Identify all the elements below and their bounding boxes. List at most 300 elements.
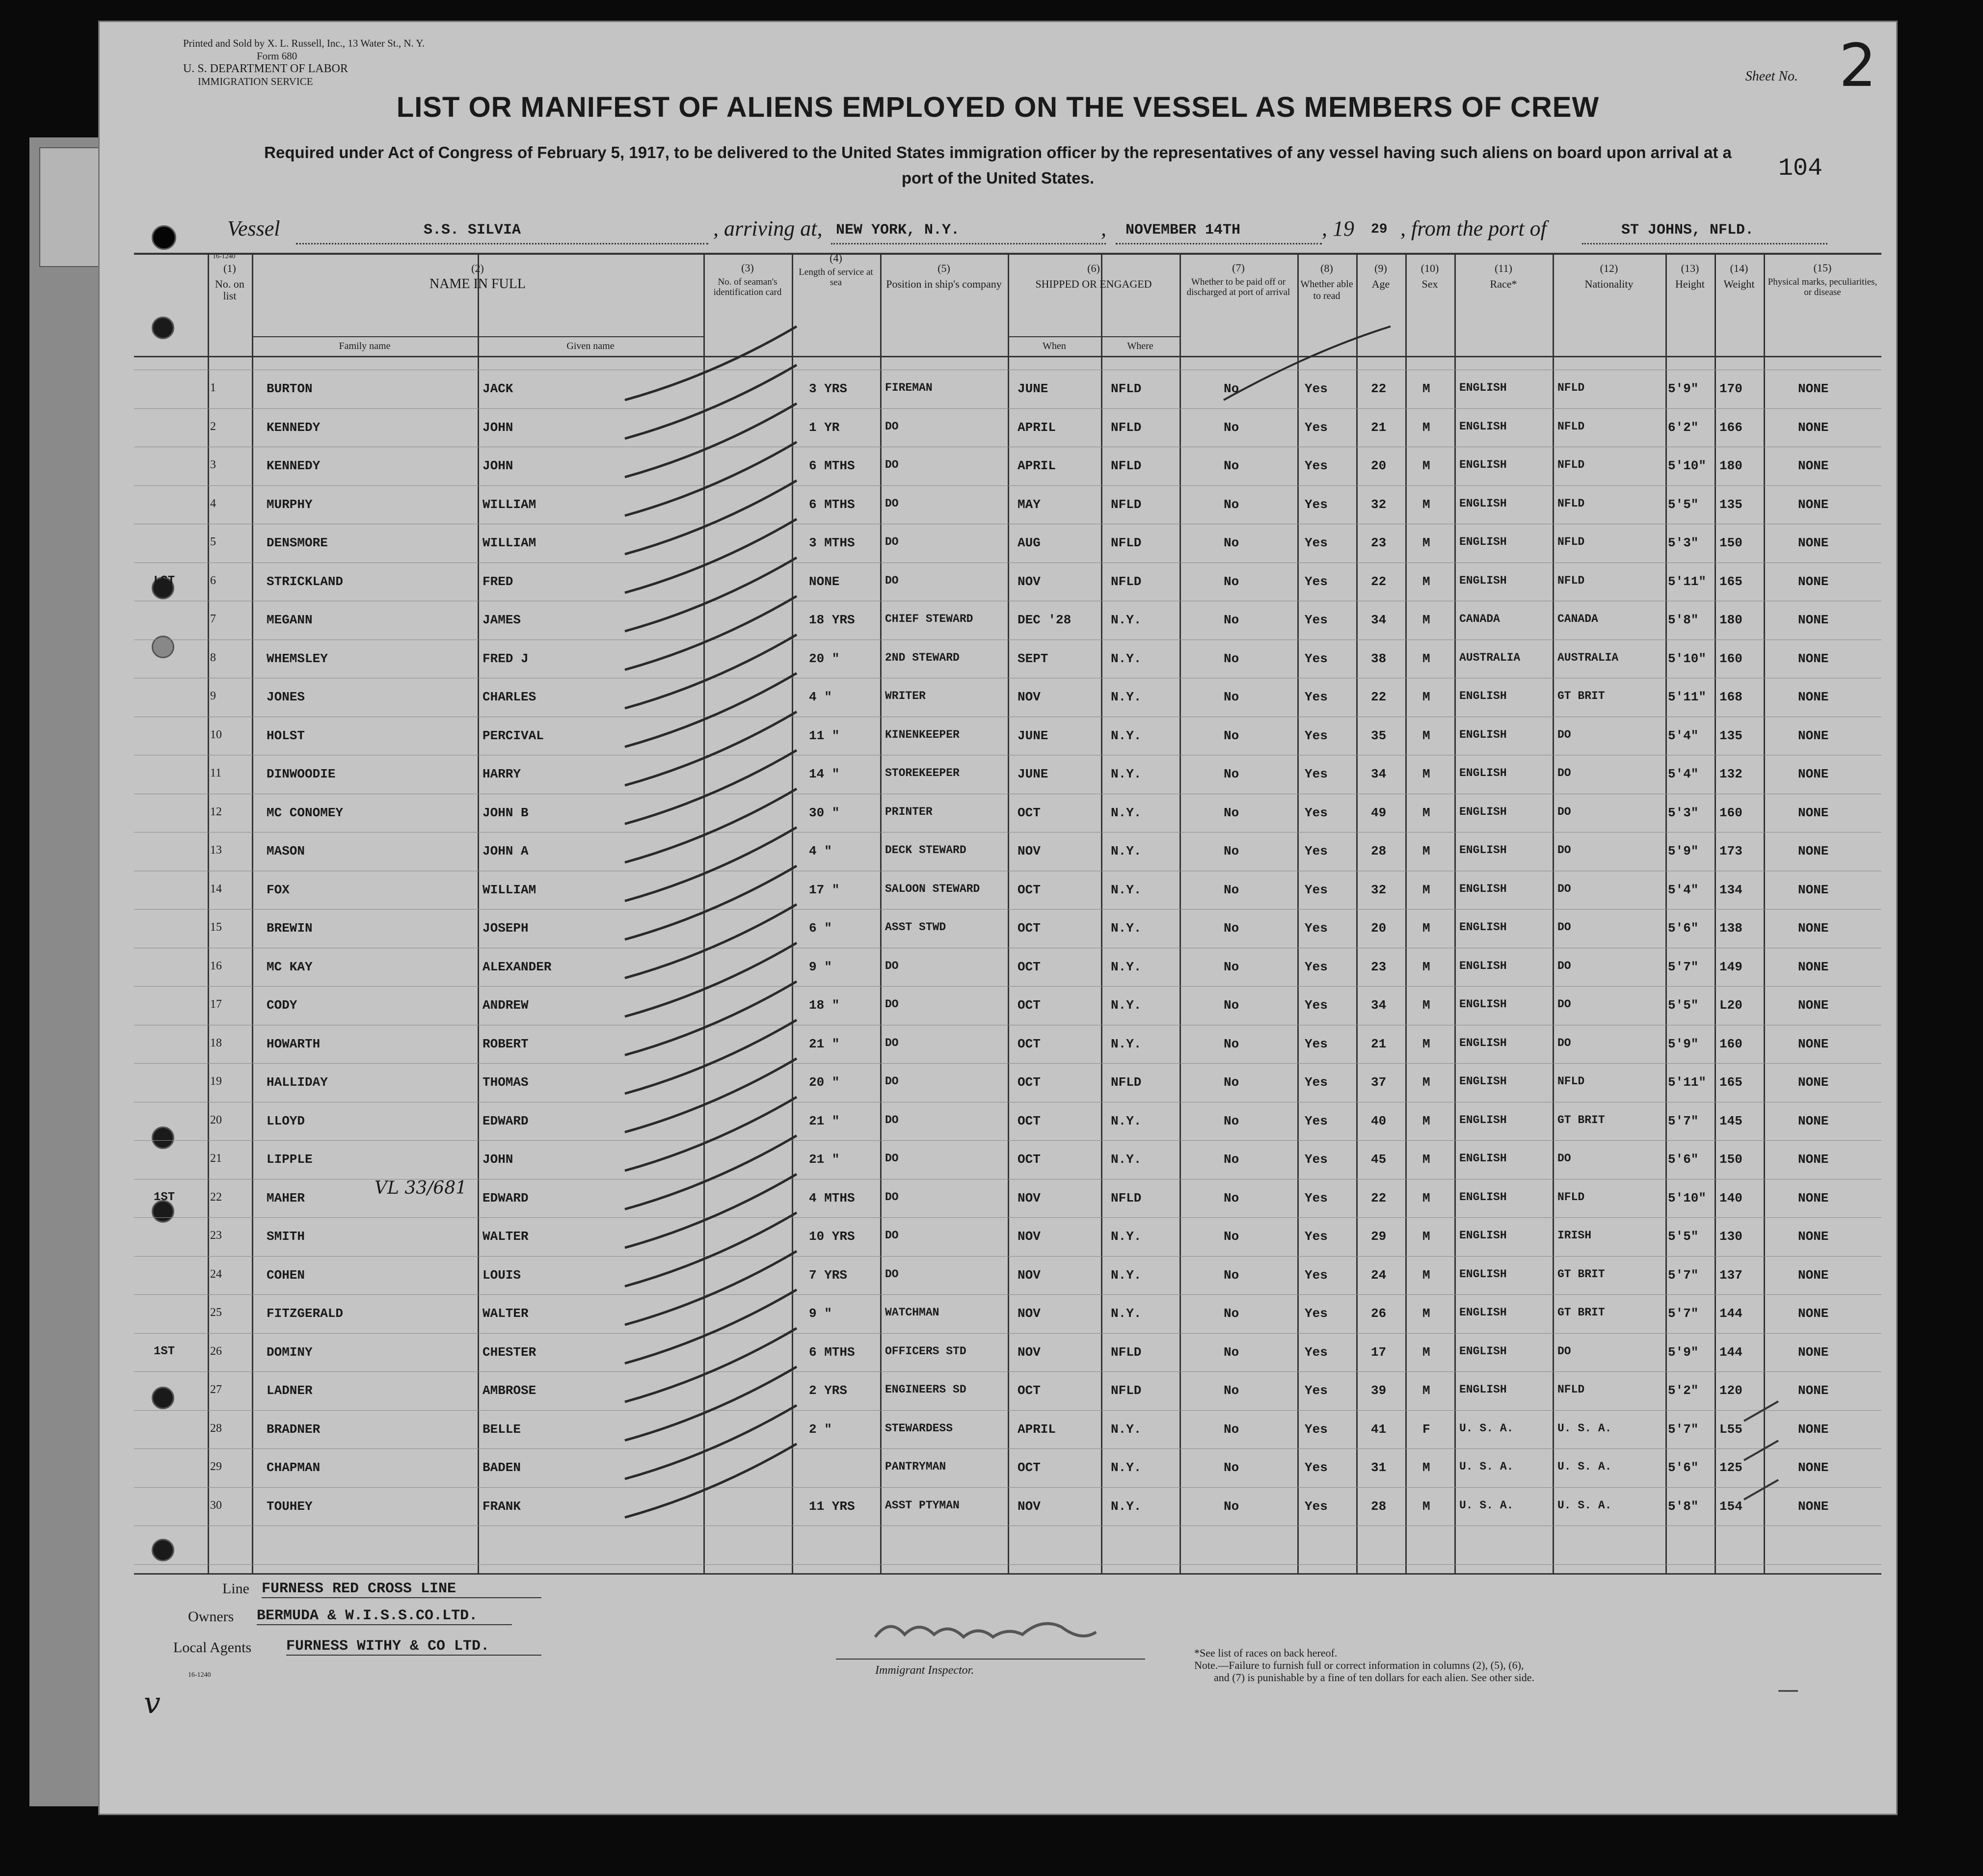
cell-paid: No [1224, 1036, 1239, 1051]
cell-weight: L55 [1719, 1421, 1742, 1437]
cell-when: OCT [1018, 1113, 1041, 1128]
cell-paid: No [1224, 381, 1239, 396]
col-header-sex: (10) Sex [1420, 262, 1439, 290]
inspector-label: Immigrant Inspector. [875, 1664, 974, 1677]
cell-given: ALEXANDER [482, 959, 552, 974]
cell-weight: 165 [1719, 1075, 1742, 1090]
cell-no: 20 [210, 1113, 222, 1126]
cell-when: JUNE [1018, 728, 1048, 743]
cell-sex: M [1422, 1190, 1430, 1206]
cell-read: Yes [1305, 1190, 1328, 1206]
cell-no: 12 [210, 805, 222, 818]
cell-where: N.Y. [1111, 1267, 1142, 1283]
cell-paid: No [1224, 458, 1239, 473]
cell-service: 9 " [809, 1306, 832, 1321]
cell-nationality: NFLD [1557, 1190, 1585, 1204]
cell-height: 5'6" [1668, 1152, 1699, 1167]
cell-read: Yes [1305, 998, 1328, 1013]
col-header-age: (9) Age [1371, 262, 1390, 290]
cell-service: 2 " [809, 1421, 832, 1437]
cell-family: HOLST [267, 728, 305, 743]
cell-sex: M [1422, 651, 1430, 666]
cell-position: DECK STEWARD [885, 844, 966, 857]
cell-when: OCT [1018, 921, 1041, 936]
cell-weight: 160 [1719, 805, 1742, 820]
cell-position: DO [885, 574, 899, 587]
cell-height: 5'10" [1668, 1190, 1707, 1206]
cell-when: NOV [1018, 1306, 1041, 1321]
cell-no: 18 [210, 1036, 222, 1049]
cell-when: OCT [1018, 1152, 1041, 1167]
cell-given: JOHN [482, 420, 513, 435]
cell-family: MC KAY [267, 959, 313, 974]
cell-when: OCT [1018, 805, 1041, 820]
cell-service: 21 " [809, 1152, 840, 1167]
cell-family: MURPHY [267, 497, 313, 512]
cell-read: Yes [1305, 921, 1328, 936]
cell-sex: M [1422, 1229, 1430, 1244]
cell-race: ENGLISH [1459, 574, 1507, 587]
page-subtitle: Required under Act of Congress of February 5, 1917, to be delivered to the United States immigration officer by the representatives of any vessel having such aliens on board upon arrival at a port of the United States. [264, 143, 1732, 187]
cell-race: ENGLISH [1459, 1036, 1507, 1049]
cell-where: N.Y. [1111, 805, 1142, 820]
cell-age: 37 [1371, 1075, 1387, 1090]
cell-weight: L20 [1719, 998, 1742, 1013]
cell-weight: 168 [1719, 690, 1742, 704]
cell-paid: No [1224, 690, 1239, 704]
cell-given: WILLIAM [482, 497, 536, 512]
cell-age: 21 [1371, 420, 1387, 435]
sheet-no-label: Sheet No. [1745, 69, 1798, 84]
cell-marks: NONE [1798, 998, 1829, 1013]
cell-no: 6 [210, 574, 216, 587]
cell-race: ENGLISH [1459, 1152, 1507, 1165]
cell-paid: No [1224, 921, 1239, 936]
cell-weight: 134 [1719, 882, 1742, 897]
cell-paid: No [1224, 1113, 1239, 1128]
cell-height: 5'7" [1668, 959, 1699, 974]
cell-where: N.Y. [1111, 921, 1142, 936]
printer-line: Printed and Sold by X. L. Russell, Inc., 13 Water St., N. Y. [183, 37, 425, 49]
cell-service: 9 " [809, 959, 832, 974]
col-header-no: (1) No. on list [215, 262, 244, 302]
cell-given: THOMAS [482, 1075, 529, 1090]
arriving-label: , arriving at, [713, 216, 823, 241]
form-number: Form 680 [257, 50, 297, 62]
cell-age: 24 [1371, 1267, 1387, 1283]
cell-marks: NONE [1798, 613, 1829, 627]
cell-given: WALTER [482, 1306, 529, 1321]
cell-read: Yes [1305, 1460, 1328, 1475]
cell-where: N.Y. [1111, 1421, 1142, 1437]
cell-race: ENGLISH [1459, 882, 1507, 895]
cell-read: Yes [1305, 651, 1328, 666]
cell-weight: 138 [1719, 921, 1742, 936]
cell-race: ENGLISH [1459, 458, 1507, 471]
cell-no: 14 [210, 882, 222, 895]
cell-age: 39 [1371, 1383, 1387, 1398]
cell-service: NONE [809, 574, 840, 589]
cell-sex: M [1422, 1460, 1430, 1475]
cell-read: Yes [1305, 1344, 1328, 1360]
cell-family: LADNER [267, 1383, 313, 1398]
cell-nationality: NFLD [1557, 1075, 1585, 1088]
cell-read: Yes [1305, 1075, 1328, 1090]
cell-age: 31 [1371, 1460, 1387, 1475]
cell-where: NFLD [1111, 1344, 1142, 1360]
cell-sex: M [1422, 574, 1430, 589]
cell-sex: M [1422, 1075, 1430, 1090]
cell-height: 5'6" [1668, 921, 1699, 936]
cell-nationality: CANADA [1557, 613, 1598, 625]
cell-marks: NONE [1798, 921, 1829, 936]
form-code-top: 16-1240 [213, 253, 236, 260]
cell-nationality: NFLD [1557, 1383, 1585, 1396]
cell-marks: NONE [1798, 1383, 1829, 1398]
cell-paid: No [1224, 420, 1239, 435]
cell-where: N.Y. [1111, 1113, 1142, 1128]
cell-position: ASST STWD [885, 921, 946, 934]
cell-race: ENGLISH [1459, 381, 1507, 394]
stamp-number: 104 [1778, 155, 1822, 183]
cell-position: STEWARDESS [885, 1421, 953, 1435]
cell-paid: No [1224, 497, 1239, 512]
cell-weight: 125 [1719, 1460, 1742, 1475]
cell-family: SMITH [267, 1229, 305, 1244]
cell-marks: NONE [1798, 1152, 1829, 1167]
agents-label: Local Agents [173, 1639, 252, 1656]
cell-no: 9 [210, 690, 216, 702]
sheet-number: 2 [1839, 32, 1876, 100]
cell-race: U. S. A. [1459, 1421, 1514, 1435]
cell-nationality: U. S. A. [1557, 1499, 1612, 1512]
cell-where: N.Y. [1111, 844, 1142, 858]
cell-no: 30 [210, 1499, 222, 1512]
cell-family: CODY [267, 998, 297, 1013]
footnote-races: *See list of races on back hereof. [1194, 1647, 1338, 1659]
cell-read: Yes [1305, 420, 1328, 435]
cell-height: 5'10" [1668, 651, 1707, 666]
cell-race: ENGLISH [1459, 959, 1507, 972]
cell-family: STRICKLAND [267, 574, 344, 589]
col-header-weight: (14) Weight [1723, 262, 1755, 290]
col-header-service: (4) Length of service at sea [799, 252, 873, 288]
cell-given: LOUIS [482, 1267, 521, 1283]
cell-race: ENGLISH [1459, 1383, 1507, 1396]
cell-marks: NONE [1798, 458, 1829, 473]
cell-position: FIREMAN [885, 381, 933, 394]
cell-marks: NONE [1798, 882, 1829, 897]
col-header-race: (11) Race* [1490, 262, 1517, 290]
cell-paid: No [1224, 1460, 1239, 1475]
margin-tick [1744, 1480, 1778, 1500]
cell-read: Yes [1305, 1229, 1328, 1244]
cell-weight: 180 [1719, 458, 1742, 473]
cell-given: CHESTER [482, 1344, 536, 1360]
cell-where: N.Y. [1111, 959, 1142, 974]
cell-given: EDWARD [482, 1190, 529, 1206]
cell-given: WILLIAM [482, 536, 536, 550]
cell-position: SALOON STEWARD [885, 882, 980, 895]
cell-sex: M [1422, 1344, 1430, 1360]
year-prefix: , 19 [1322, 216, 1354, 241]
cell-nationality: DO [1557, 844, 1571, 857]
cell-sex: M [1422, 1152, 1430, 1167]
cell-nationality: DO [1557, 998, 1571, 1011]
cell-race: ENGLISH [1459, 844, 1507, 857]
cell-position: DO [885, 1152, 899, 1165]
cell-weight: 173 [1719, 844, 1742, 858]
cell-when: OCT [1018, 882, 1041, 897]
cell-position: DO [885, 497, 899, 510]
cell-read: Yes [1305, 1267, 1328, 1283]
cell-no: 4 [210, 497, 216, 510]
cell-weight: 160 [1719, 1036, 1742, 1051]
cell-read: Yes [1305, 497, 1328, 512]
cell-position: OFFICERS STD [885, 1344, 966, 1358]
cell-read: Yes [1305, 1036, 1328, 1051]
cell-age: 49 [1371, 805, 1387, 820]
cell-position: DO [885, 458, 899, 471]
cell-given: WALTER [482, 1229, 529, 1244]
cell-when: SEPT [1018, 651, 1048, 666]
cell-read: Yes [1305, 1421, 1328, 1437]
cell-given: FRED [482, 574, 513, 589]
cell-sex: M [1422, 613, 1430, 627]
cell-nationality: U. S. A. [1557, 1460, 1612, 1473]
cell-height: 5'11" [1668, 690, 1707, 704]
line-value: FURNESS RED CROSS LINE [262, 1581, 541, 1598]
cell-weight: 135 [1719, 497, 1742, 512]
cell-where: N.Y. [1111, 1229, 1142, 1244]
cell-when: NOV [1018, 844, 1041, 858]
cell-given: FRANK [482, 1499, 521, 1514]
cell-service: 18 " [809, 998, 840, 1013]
cell-weight: 170 [1719, 381, 1742, 396]
cell-nationality: NFLD [1557, 536, 1585, 548]
cell-no: 29 [210, 1460, 222, 1473]
cell-service: 6 MTHS [809, 497, 855, 512]
page-title: LIST OR MANIFEST OF ALIENS EMPLOYED ON THE VESSEL AS MEMBERS OF CREW [396, 91, 1600, 123]
cell-age: 32 [1371, 882, 1387, 897]
cell-given: JOHN A [482, 844, 529, 858]
cell-weight: 144 [1719, 1306, 1742, 1321]
cell-paid: No [1224, 767, 1239, 781]
cell-no: 26 [210, 1344, 222, 1358]
cell-where: N.Y. [1111, 1036, 1142, 1051]
cell-marks: NONE [1798, 1499, 1829, 1514]
cell-position: CHIEF STEWARD [885, 613, 973, 625]
cell-given: FRED J [482, 651, 529, 666]
cell-age: 21 [1371, 1036, 1387, 1051]
cell-age: 35 [1371, 728, 1387, 743]
owners-label: Owners [188, 1608, 234, 1625]
cell-height: 5'3" [1668, 805, 1699, 820]
cell-service: 7 YRS [809, 1267, 848, 1283]
cell-paid: No [1224, 1421, 1239, 1437]
cell-nationality: AUSTRALIA [1557, 651, 1619, 664]
col-header-height: (13) Height [1675, 262, 1705, 290]
cell-race: ENGLISH [1459, 728, 1507, 741]
cell-no: 25 [210, 1306, 222, 1319]
cell-read: Yes [1305, 959, 1328, 974]
cell-service: 6 " [809, 921, 832, 936]
cell-position: DO [885, 1036, 899, 1049]
cell-family: DINWOODIE [267, 767, 336, 781]
cell-weight: 144 [1719, 1344, 1742, 1360]
cell-where: N.Y. [1111, 1460, 1142, 1475]
cell-weight: 150 [1719, 1152, 1742, 1167]
cell-nationality: GT BRIT [1557, 1113, 1605, 1126]
cell-weight: 160 [1719, 651, 1742, 666]
cell-height: 5'5" [1668, 1229, 1699, 1244]
cell-position: DO [885, 536, 899, 548]
cell-paid: No [1224, 651, 1239, 666]
cell-weight: 166 [1719, 420, 1742, 435]
cell-age: 29 [1371, 1229, 1387, 1244]
cell-height: 5'5" [1668, 497, 1699, 512]
cell-no: 23 [210, 1229, 222, 1242]
cell-when: OCT [1018, 1036, 1041, 1051]
cell-marks: NONE [1798, 690, 1829, 704]
cell-position: DO [885, 1190, 899, 1204]
cell-service: 4 " [809, 690, 832, 704]
cell-where: NFLD [1111, 381, 1142, 396]
cell-sex: F [1422, 1421, 1430, 1437]
cell-service: 6 MTHS [809, 1344, 855, 1360]
cell-weight: 132 [1719, 767, 1742, 781]
cell-service: 21 " [809, 1036, 840, 1051]
cell-when: OCT [1018, 1075, 1041, 1090]
cell-height: 5'9" [1668, 381, 1699, 396]
cell-age: 34 [1371, 767, 1387, 781]
cell-paid: No [1224, 1344, 1239, 1360]
cell-nationality: DO [1557, 728, 1571, 741]
cell-service: 4 MTHS [809, 1190, 855, 1206]
cell-height: 5'3" [1668, 536, 1699, 550]
cell-family: BRADNER [267, 1421, 321, 1437]
col-subheader-family: Family name [339, 341, 391, 351]
cell-weight: 150 [1719, 536, 1742, 550]
cell-paid: No [1224, 805, 1239, 820]
cell-sex: M [1422, 690, 1430, 704]
cell-no: 16 [210, 959, 222, 972]
cell-read: Yes [1305, 767, 1328, 781]
cell-race: U. S. A. [1459, 1460, 1514, 1473]
cell-where: NFLD [1111, 574, 1142, 589]
cell-paid: No [1224, 574, 1239, 589]
manifest-sheet [98, 21, 1898, 1815]
cell-age: 22 [1371, 574, 1387, 589]
vessel-line: Vessel S.S. SILVIA , arriving at, NEW YORK, N.Y. , NOVEMBER 14TH , 19 29 , from the port of ST JOHNS, NFLD. [217, 216, 1837, 245]
cell-sex: M [1422, 844, 1430, 858]
col-header-id-card: (3) No. of seaman's identification card [713, 262, 782, 297]
cell-age: 23 [1371, 536, 1387, 550]
cell-given: JOHN B [482, 805, 529, 820]
cell-given: JOHN [482, 458, 513, 473]
cell-paid: No [1224, 1306, 1239, 1321]
cell-read: Yes [1305, 613, 1328, 627]
cell-read: Yes [1305, 1152, 1328, 1167]
cell-no: 8 [210, 651, 216, 664]
cell-race: ENGLISH [1459, 998, 1507, 1011]
cell-when: OCT [1018, 1460, 1041, 1475]
cell-sex: M [1422, 1113, 1430, 1128]
cell-paid: No [1224, 998, 1239, 1013]
agents-value: FURNESS WITHY & CO LTD. [286, 1638, 541, 1656]
cell-position: WATCHMAN [885, 1306, 939, 1319]
cell-height: 5'5" [1668, 998, 1699, 1013]
cell-paid: No [1224, 1229, 1239, 1244]
cell-where: NFLD [1111, 1075, 1142, 1090]
cell-service: 14 " [809, 767, 840, 781]
cell-race: ENGLISH [1459, 497, 1507, 510]
cell-marks: NONE [1798, 420, 1829, 435]
cell-no: 19 [210, 1075, 222, 1088]
cell-sex: M [1422, 728, 1430, 743]
cell-service: 3 MTHS [809, 536, 855, 550]
cell-age: 20 [1371, 458, 1387, 473]
cell-race: ENGLISH [1459, 1306, 1507, 1319]
cell-where: NFLD [1111, 458, 1142, 473]
cell-sex: M [1422, 420, 1430, 435]
cell-weight: 180 [1719, 613, 1742, 627]
cell-where: N.Y. [1111, 613, 1142, 627]
cell-age: 38 [1371, 651, 1387, 666]
handwritten-note: VL 33/681 [375, 1178, 467, 1198]
cell-age: 22 [1371, 381, 1387, 396]
cell-marks: NONE [1798, 651, 1829, 666]
cell-height: 5'7" [1668, 1267, 1699, 1283]
arriving-port: NEW YORK, N.Y. [836, 222, 960, 239]
cell-paid: No [1224, 536, 1239, 550]
cell-age: 34 [1371, 613, 1387, 627]
cell-weight: 120 [1719, 1383, 1742, 1398]
cell-when: NOV [1018, 1190, 1041, 1206]
cell-marks: NONE [1798, 1036, 1829, 1051]
margin-note: 1ST [154, 1344, 175, 1358]
cell-age: 41 [1371, 1421, 1387, 1437]
footnote-fine-1: Note.—Failure to furnish full or correct information in columns (2), (5), (6), [1194, 1659, 1524, 1671]
cell-age: 32 [1371, 497, 1387, 512]
cell-no: 17 [210, 998, 222, 1011]
cell-age: 40 [1371, 1113, 1387, 1128]
cell-position: DO [885, 998, 899, 1011]
cell-no: 2 [210, 420, 216, 433]
cell-given: JOSEPH [482, 921, 529, 936]
cell-where: N.Y. [1111, 882, 1142, 897]
cell-paid: No [1224, 1383, 1239, 1398]
owners-value: BERMUDA & W.I.S.S.CO.LTD. [257, 1608, 512, 1625]
cell-height: 6'2" [1668, 420, 1699, 435]
cell-paid: No [1224, 1267, 1239, 1283]
cell-when: AUG [1018, 536, 1041, 550]
cell-race: ENGLISH [1459, 536, 1507, 548]
cell-marks: NONE [1798, 536, 1829, 550]
cell-race: ENGLISH [1459, 805, 1507, 818]
cell-read: Yes [1305, 458, 1328, 473]
cell-marks: NONE [1798, 497, 1829, 512]
cell-service: 4 " [809, 844, 832, 858]
cell-marks: NONE [1798, 1421, 1829, 1437]
cell-given: HARRY [482, 767, 521, 781]
col-header-read: (8) Whether able to read [1300, 262, 1353, 301]
cell-height: 5'11" [1668, 1075, 1707, 1090]
cell-paid: No [1224, 728, 1239, 743]
cell-age: 26 [1371, 1306, 1387, 1321]
cell-sex: M [1422, 805, 1430, 820]
cell-age: 23 [1371, 959, 1387, 974]
